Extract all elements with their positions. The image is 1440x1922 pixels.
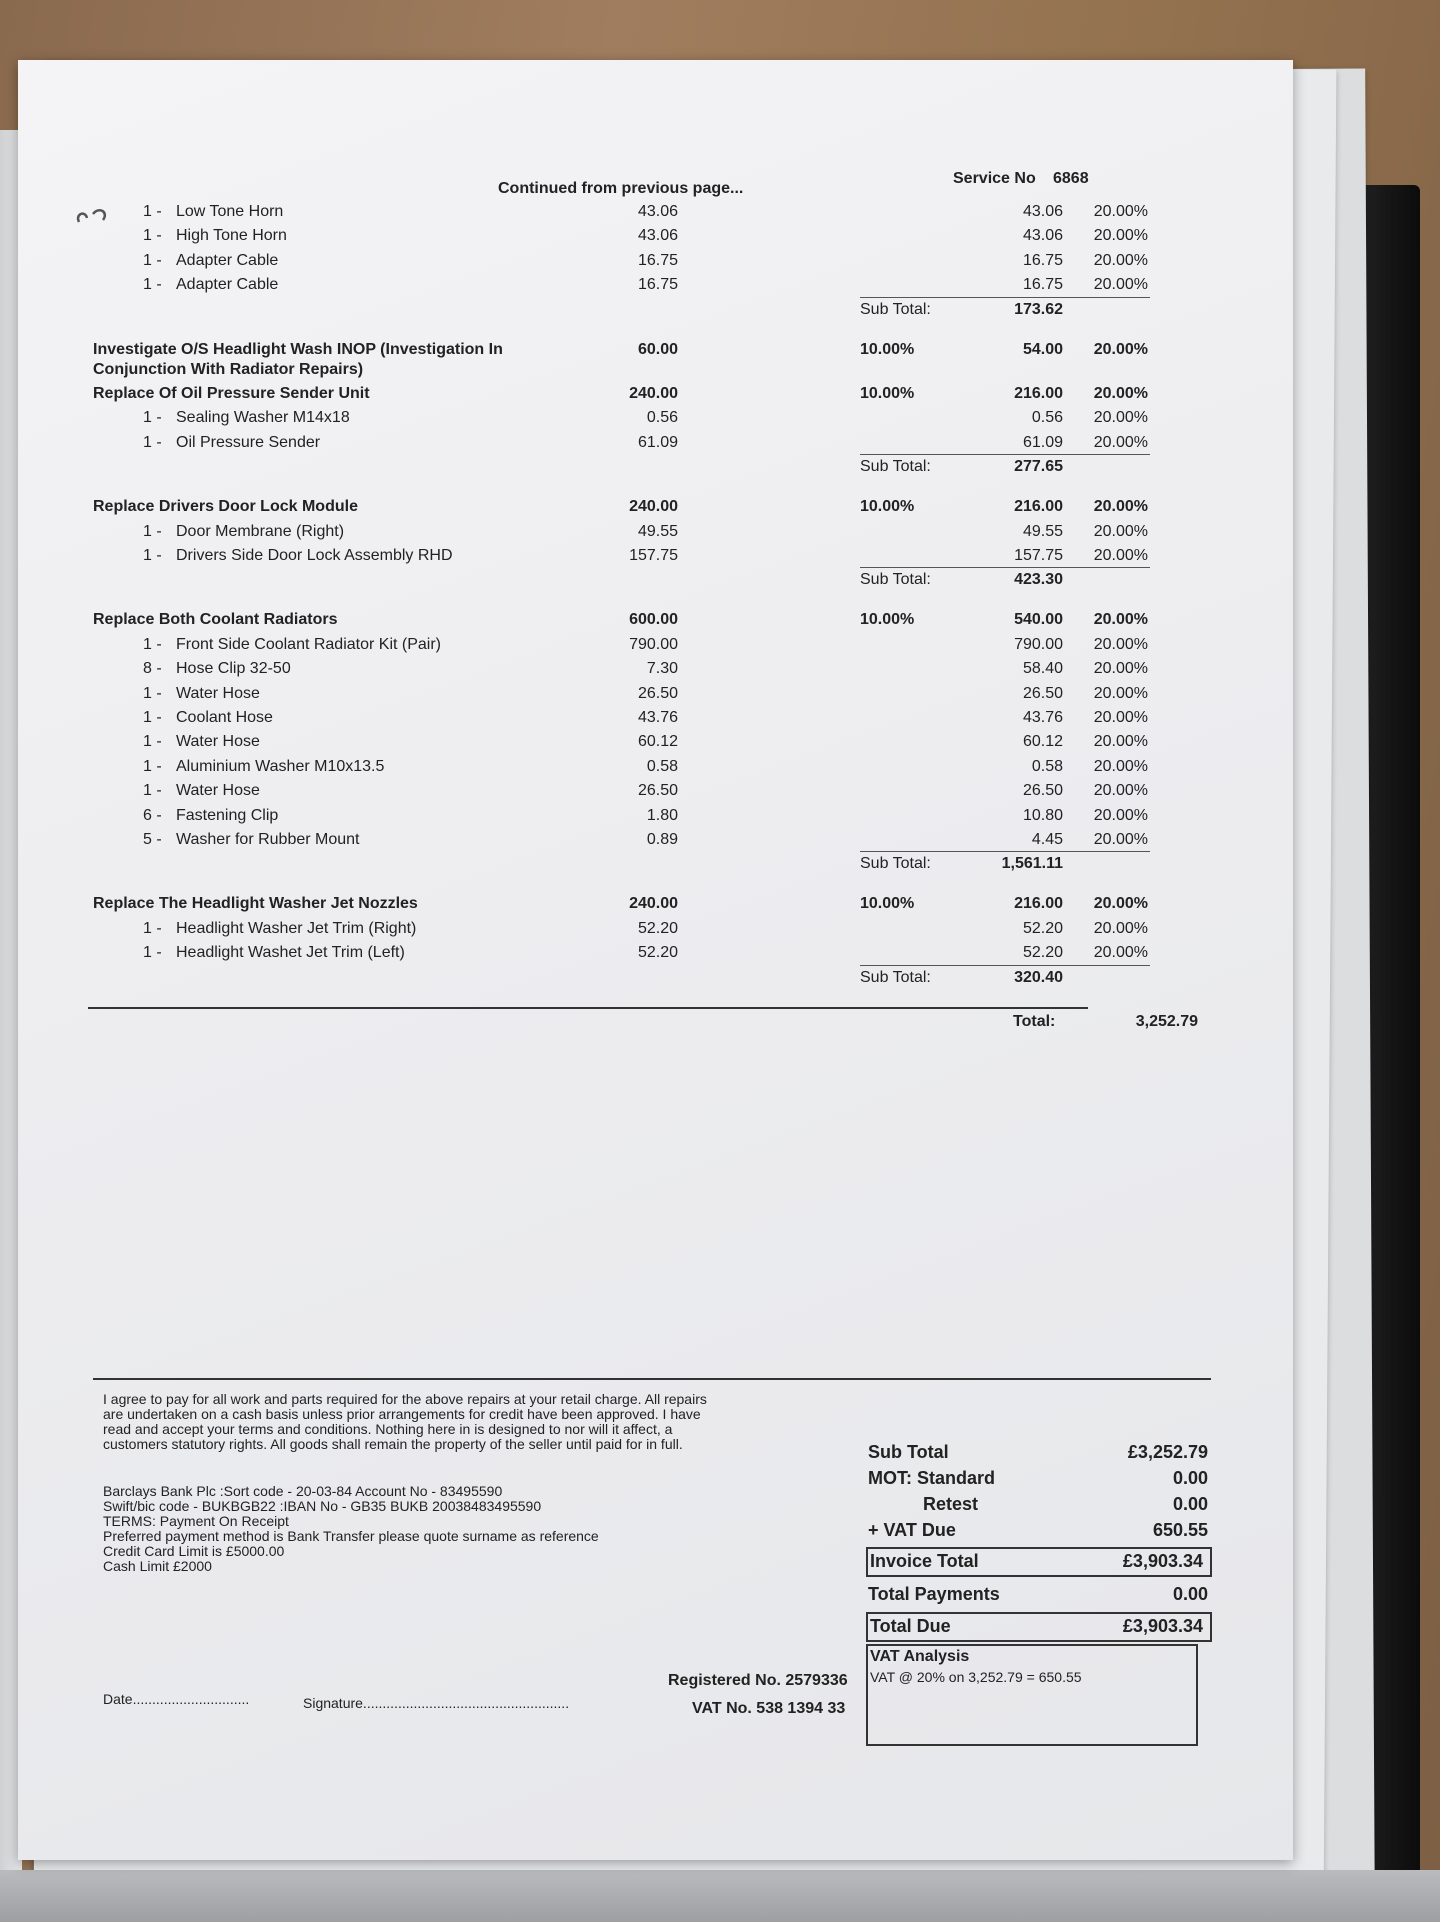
item-price: 1.80 [646,806,678,824]
item-net: 61.09 [1022,433,1063,451]
item-qty: 1 - [143,944,162,962]
item-price: 43.06 [637,227,678,245]
item-net: 26.50 [1022,782,1063,800]
item-vat-rate: 20.00% [1093,409,1148,427]
item-vat-rate: 20.00% [1093,782,1148,800]
item-price: 43.76 [637,709,678,726]
job-discount: 10.00% [860,498,915,516]
item-qty: 1 - [143,684,162,702]
item-net: 52.20 [1022,944,1063,962]
item-vat-rate: 20.00% [1093,660,1148,678]
item-net: 10.80 [1022,806,1063,824]
job-price: 240.00 [629,895,678,913]
total-rule [88,1007,1088,1009]
item-description: Oil Pressure Sender [176,433,321,451]
job-description: Investigate O/S Headlight Wash INOP (Investigation In [93,340,503,358]
bank-line: Cash Limit £2000 [103,1558,212,1574]
item-description: Sealing Washer M14x18 [176,409,350,427]
job-vat-rate: 20.00% [1093,895,1148,913]
item-vat-rate: 20.00% [1093,227,1148,245]
item-description: Hose Clip 32-50 [176,660,291,678]
date-line: Date.............................. [103,1691,250,1707]
item-qty: 1 - [143,547,162,564]
bank-line: Barclays Bank Plc :Sort code - 20-03-84 Account No - 83495590 [103,1483,503,1499]
terms-line: read and accept your terms and conditions. Nothing here in is designed to nor will it affect, a [103,1421,673,1437]
item-price: 0.89 [646,831,678,848]
subtotal-value: 1,561.11 [1001,855,1063,873]
registered-no: Registered No. 2579336 [668,1672,848,1689]
subtotal-rule [860,851,1150,852]
item-qty: 1 - [143,733,162,751]
retest-value: 0.00 [1172,1494,1208,1514]
item-price: 16.75 [637,276,678,294]
item-qty: 1 - [143,203,162,220]
mot-value: 0.00 [1172,1468,1208,1488]
job-vat-rate: 20.00% [1093,340,1148,358]
item-net: 52.20 [1022,919,1063,937]
folder-bottom [0,1870,1440,1922]
item-qty: 1 - [143,709,162,726]
item-qty: 1 - [143,919,162,937]
subtotal-label: Sub Total: [860,855,931,873]
item-description: Adapter Cable [176,276,279,294]
item-net: 16.75 [1022,251,1063,269]
item-price: 790.00 [629,635,678,653]
item-vat-rate: 20.00% [1093,433,1148,451]
terms-line: I agree to pay for all work and parts required for the above repairs at your retail charge. All repairs [103,1391,707,1407]
job-price: 600.00 [629,611,678,629]
bank-line: TERMS: Payment On Receipt [103,1513,289,1529]
terms-line: customers statutory rights. All goods shall remain the property of the seller until paid for in full. [103,1436,683,1452]
item-vat-rate: 20.00% [1093,919,1148,937]
item-description: Fastening Clip [176,806,279,824]
mot-label: MOT: Standard [868,1468,996,1488]
subtotal-rule [860,454,1150,455]
job-discount: 10.00% [860,611,915,629]
terms-line: are undertaken on a cash basis unless prior arrangements for credit have been approved. I have [103,1406,701,1422]
job-description: Replace Of Oil Pressure Sender Unit [93,385,370,402]
item-description: Water Hose [176,782,260,800]
subtotal-value: 320.40 [1014,968,1063,986]
item-net: 0.58 [1031,757,1063,775]
job-description-cont: Conjunction With Radiator Repairs) [93,360,364,378]
job-description: Replace Drivers Door Lock Module [93,498,358,516]
item-description: Washer for Rubber Mount [176,831,360,848]
summary-subtotal: £3,252.79 [1127,1442,1208,1462]
total-label: Total: [1013,1013,1056,1030]
subtotal-label: Sub Total: [860,300,931,318]
item-qty: 1 - [143,276,162,294]
item-vat-rate: 20.00% [1093,203,1148,220]
total-payments-label: Total Payments [868,1584,1000,1604]
vat-analysis-line: VAT @ 20% on 3,252.79 = 650.55 [870,1669,1082,1685]
job-net: 54.00 [1022,340,1063,358]
item-price: 43.06 [637,203,678,220]
vat-no: VAT No. 538 1394 33 [692,1700,846,1717]
item-qty: 6 - [143,806,162,824]
job-price: 60.00 [637,340,678,358]
job-net: 216.00 [1014,895,1063,913]
item-description: Front Side Coolant Radiator Kit (Pair) [176,635,441,653]
item-price: 7.30 [646,660,678,678]
item-price: 16.75 [637,251,678,269]
item-net: 43.06 [1022,203,1063,220]
signature-line: Signature..................................................... [303,1695,570,1711]
job-description: Replace The Headlight Washer Jet Nozzles [93,895,418,913]
job-price: 240.00 [629,385,678,402]
staple-icon [73,200,113,230]
grand-total: 3,252.79 [1135,1013,1198,1030]
item-description: Low Tone Horn [176,203,284,220]
item-price: 0.56 [646,409,678,427]
item-price: 26.50 [637,684,678,702]
item-net: 4.45 [1031,831,1063,848]
item-net: 58.40 [1022,660,1063,678]
item-net: 49.55 [1022,522,1063,540]
item-description: Headlight Washer Jet Trim (Right) [176,919,417,937]
item-qty: 1 - [143,757,162,775]
item-description: Headlight Washet Jet Trim (Left) [176,944,405,962]
item-description: Adapter Cable [176,251,279,269]
subtotal-label: Sub Total: [860,571,931,589]
invoice-total: £3,903.34 [1122,1551,1203,1571]
bank-line: Credit Card Limit is £5000.00 [103,1543,285,1559]
item-description: Water Hose [176,684,260,702]
item-price: 0.58 [646,757,678,775]
item-price: 60.12 [637,733,678,751]
item-qty: 1 - [143,409,162,427]
job-net: 540.00 [1014,611,1063,629]
item-vat-rate: 20.00% [1093,522,1148,540]
item-vat-rate: 20.00% [1093,276,1148,294]
item-price: 52.20 [637,944,678,962]
job-net: 216.00 [1014,498,1063,516]
service-no-label: Service No [953,170,1036,187]
item-net: 43.06 [1022,227,1063,245]
item-net: 43.76 [1022,709,1063,726]
job-discount: 10.00% [860,340,915,358]
bank-details [103,1484,599,1574]
item-description: Aluminium Washer M10x13.5 [176,757,385,775]
item-net: 790.00 [1014,635,1063,653]
item-vat-rate: 20.00% [1093,757,1148,775]
summary-subtotal-label: Sub Total [868,1442,949,1462]
subtotal-label: Sub Total: [860,458,931,476]
item-net: 26.50 [1022,684,1063,702]
subtotal-value: 423.30 [1014,571,1063,589]
item-description: High Tone Horn [176,227,287,245]
total-payments: 0.00 [1172,1584,1208,1604]
item-vat-rate: 20.00% [1093,733,1148,751]
terms-block [103,1392,707,1452]
vat-due-value: 650.55 [1152,1520,1208,1540]
item-qty: 1 - [143,782,162,800]
item-description: Door Membrane (Right) [176,522,345,540]
subtotal-rule [860,297,1150,298]
job-price: 240.00 [629,498,678,516]
item-qty: 1 - [143,522,162,540]
job-description: Replace Both Coolant Radiators [93,611,338,629]
item-price: 52.20 [637,919,678,937]
item-qty: 1 - [143,227,162,245]
item-description: Drivers Side Door Lock Assembly RHD [176,547,453,564]
footer-rule [93,1378,1211,1380]
retest-label: Retest [923,1494,979,1514]
bank-line: Preferred payment method is Bank Transfer please quote surname as reference [103,1528,599,1544]
item-vat-rate: 20.00% [1093,806,1148,824]
item-net: 157.75 [1014,547,1063,564]
job-vat-rate: 20.00% [1093,611,1148,629]
item-vat-rate: 20.00% [1093,635,1148,653]
item-vat-rate: 20.00% [1093,944,1148,962]
subtotal-value: 277.65 [1014,458,1063,476]
item-price: 157.75 [629,547,678,564]
item-qty: 5 - [143,831,162,848]
item-net: 60.12 [1022,733,1063,751]
subtotal-rule [860,567,1150,568]
vat-due-label: + VAT Due [868,1520,956,1540]
job-net: 216.00 [1014,385,1063,402]
item-vat-rate: 20.00% [1093,547,1148,564]
service-no-value: 6868 [1053,170,1089,187]
item-qty: 1 - [143,433,162,451]
invoice-total-label: Invoice Total [870,1551,979,1571]
item-vat-rate: 20.00% [1093,684,1148,702]
total-due: £3,903.34 [1122,1616,1203,1636]
item-qty: 1 - [143,251,162,269]
invoice-page [18,60,1293,1860]
job-discount: 10.00% [860,895,915,913]
item-description: Water Hose [176,733,260,751]
subtotal-value: 173.62 [1014,300,1063,318]
item-description: Coolant Hose [176,709,273,726]
item-vat-rate: 20.00% [1093,831,1148,848]
vat-analysis-label: VAT Analysis [870,1648,970,1665]
item-net: 16.75 [1022,276,1063,294]
job-vat-rate: 20.00% [1093,498,1148,516]
subtotal-label: Sub Total: [860,968,931,986]
bank-line: Swift/bic code - BUKBGB22 :IBAN No - GB35 BUKB 20038483495590 [103,1498,542,1514]
total-due-label: Total Due [870,1616,951,1636]
job-vat-rate: 20.00% [1093,385,1148,402]
item-qty: 8 - [143,660,162,678]
item-price: 61.09 [637,433,678,451]
job-discount: 10.00% [860,385,915,402]
item-vat-rate: 20.00% [1093,709,1148,726]
item-price: 26.50 [637,782,678,800]
item-qty: 1 - [143,635,162,653]
continued-label: Continued from previous page... [498,180,744,197]
subtotal-rule [860,965,1150,966]
item-vat-rate: 20.00% [1093,251,1148,269]
item-price: 49.55 [637,522,678,540]
item-net: 0.56 [1031,409,1063,427]
